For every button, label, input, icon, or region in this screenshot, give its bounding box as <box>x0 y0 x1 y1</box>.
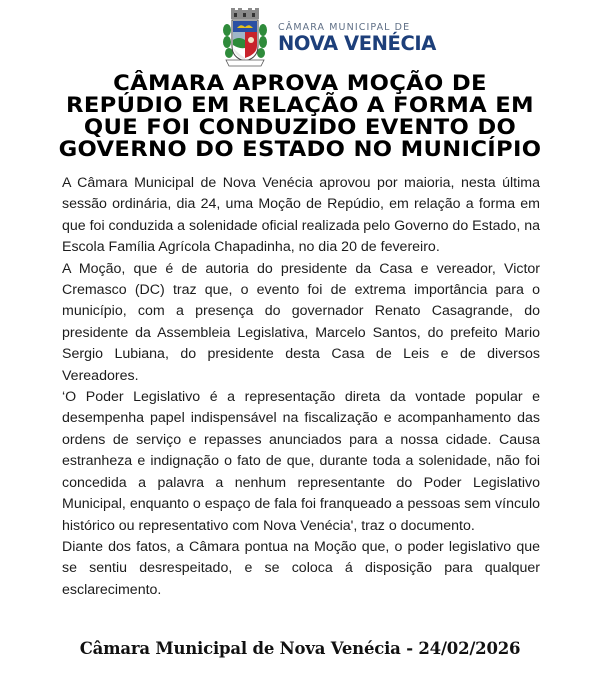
headline <box>19 72 581 160</box>
article-body <box>62 173 540 601</box>
article-paragraph: ‘O Poder Legislativo é a representação direta da vontade popular e desempenha papel indispensável na fiscalização e acompanhamento das ordens de serviço e repasses anunciados para a nossa cidade. Causa estranheza e indignação o fato de que, durante toda a solenidade, não foi concedida a palavra a nenhum representante do Poder Legislativo Municipal, enquanto o espaço de fala foi franqueado a pessoas sem vínculo histórico ou representativo com Nova Venécia', traz o documento. <box>62 389 540 534</box>
logo-name: NOVA VENÉCIA <box>278 31 436 55</box>
headline-line: GOVERNO DO ESTADO NO MUNICÍPIO <box>58 137 542 161</box>
headline-line: REPÚDIO EM RELAÇÃO A FORMA EM <box>66 93 534 117</box>
footer-signature: Câmara Municipal de Nova Venécia - 24/02/2026 <box>79 639 521 658</box>
article-paragraph: Diante dos fatos, a Câmara pontua na Moção que, o poder legislativo que se sentiu desrespeitado, e se coloca á disposição para qualquer esclarecimento. <box>62 538 540 598</box>
headline-line: QUE FOI CONDUZIDO EVENTO DO <box>83 115 517 139</box>
coat-of-arms-icon <box>222 8 268 68</box>
chamber-logo <box>222 8 436 68</box>
headline-line: CÂMARA APROVA MOÇÃO DE <box>113 71 487 95</box>
logo-text <box>278 22 436 55</box>
article-paragraph: A Moção, que é de autoria do presidente da Casa e vereador, Victor Cremasco (DC) traz que, o evento foi de extrema importância para o município, com a presença do governador Renato Casagrande, do presidente da Assembleia Legislativa, Marcelo Santos, do prefeito Mario Sergio Lubiana, do presidente desta Casa de Leis e de diversos Vereadores. <box>62 260 540 384</box>
article-paragraph: A Câmara Municipal de Nova Venécia aprovou por maioria, nesta última sessão ordinária, dia 24, uma Moção de Repúdio, em relação a forma em que foi conduzida a solenidade oficial realizada pelo Governo do Estado, na Escola Família Agrícola Chapadinha, no dia 20 de fevereiro. <box>62 175 540 256</box>
logo-subtitle: CÂMARA MUNICIPAL DE <box>278 21 411 33</box>
